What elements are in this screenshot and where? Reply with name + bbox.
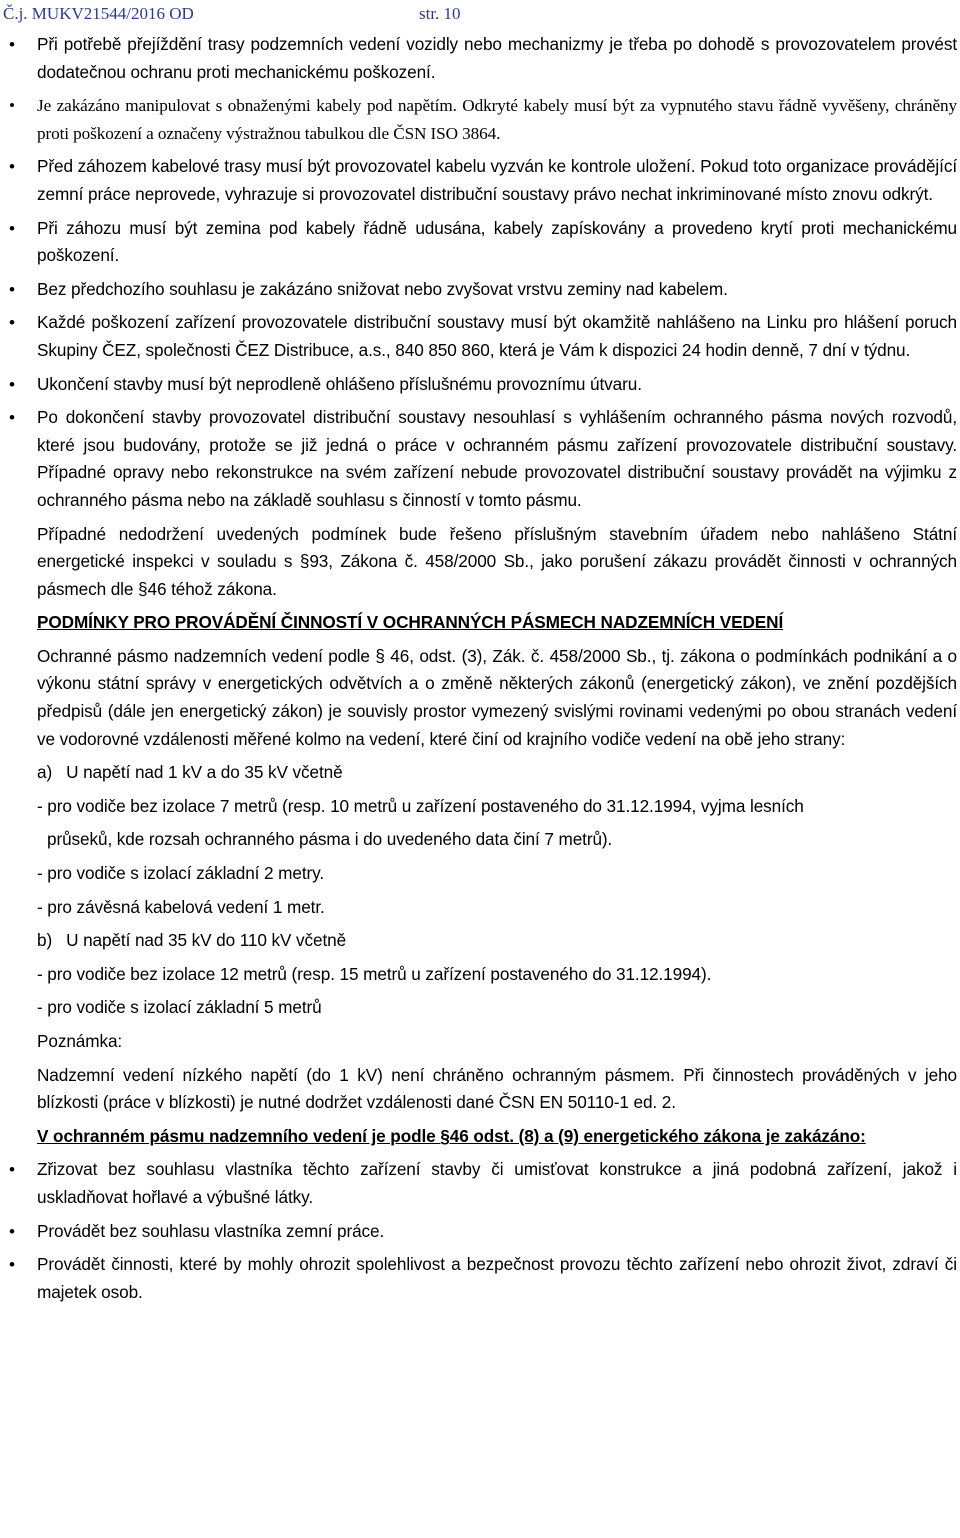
list-item: • Je zakázáno manipulovat s obnaženými kabely pod napětím. Odkryté kabely musí být za vypnutého stavu řádně vyvěšeny, chráněny proti poškození a označeny výstražnou tabulkou dle ČSN ISO 3864. — [37, 92, 957, 147]
item-a-line-2: - pro vodiče s izolací základní 2 metry. — [37, 863, 325, 884]
item-a-line-1-continued: průseků, kde rozsah ochranného pásma i do uvedeného data činí 7 metrů). — [47, 829, 613, 850]
item-b-heading: b) U napětí nad 35 kV do 110 kV včetně — [37, 930, 347, 951]
list-item: • Při potřebě přejíždění trasy podzemních vedení vozidly nebo mechanizmy je třeba po dohodě s provozovatelem provést dodatečnou ochranu proti mechanickému poškození. — [37, 31, 957, 86]
page-number: str. 10 — [419, 4, 461, 23]
reference-number: Č.j. MUKV21544/2016 OD — [3, 4, 194, 23]
bullet-list-conditions — [37, 31, 957, 515]
section-heading-overhead-lines: PODMÍNKY PRO PROVÁDĚNÍ ČINNOSTÍ V OCHRANNÝCH PÁSMECH NADZEMNÍCH VEDENÍ — [37, 612, 784, 633]
list-item: • Provádět činnosti, které by mohly ohrozit spolehlivost a bezpečnost provozu těchto zařízení nebo ohrozit život, zdraví či majetek osob. — [37, 1251, 957, 1306]
list-item: • Každé poškození zařízení provozovatele distribuční soustavy musí být okamžitě nahlášeno na Linku pro hlášení poruch Skupiny ČEZ, společnosti ČEZ Distribuce, a.s., 840 850 860, která je Vám k dispozici 24 hodin denně, 7 dní v týdnu. — [37, 309, 957, 364]
paragraph-protective-zone: Ochranné pásmo nadzemních vedení podle § 46, odst. (3), Zák. č. 458/2000 Sb., tj. zákona o podmínkách podnikání a o výkonu státní správy v energetických odvětvích a o změně některých zákonů (energetický zákon), ve znění pozdějších předpisů (dále jen energetický zákon) je souvisly prostor vymezený svislými rovinami vedenými po obou stranách vedení ve vodorovné vzdálenosti měřené kolmo na vedení, které činí od krajního vodiče vedení na obě jeho strany: — [37, 645, 957, 749]
list-item: • Ukončení stavby musí být neprodleně ohlášeno příslušnému provoznímu útvaru. — [37, 371, 957, 399]
list-item: • Zřizovat bez souhlasu vlastníka těchto zařízení stavby či umisťovat konstrukce a jiná podobná zařízení, jakož i uskladňovat hořlavé a výbušné látky. — [37, 1156, 957, 1211]
paragraph-nedodrzeni: Případné nedodržení uvedených podmínek bude řešeno příslušným stavebním úřadem nebo nahlášeno Státní energetické inspekci v souladu s §93, Zákona č. 458/2000 Sb., jako porušení zákazu provádět činnosti v ochranných pásmech dle §46 téhož zákona. — [37, 523, 957, 599]
list-item: • Před záhozem kabelové trasy musí být provozovatel kabelu vyzván ke kontrole uložení. Pokud toto organizace provádějící zemní práce neprovede, vyhrazuje si provozovatel distribuční soustavy právo nechat inkriminované místo znovu odkrýt. — [37, 153, 957, 208]
bullet-list-prohibited — [37, 1156, 957, 1306]
note-label: Poznámka: — [37, 1031, 123, 1051]
list-item: • Při záhozu musí být zemina pod kabely řádně udusána, kabely zapískovány a provedeno krytí proti mechanickému poškození. — [37, 215, 957, 270]
note-text: Nadzemní vedení nízkého napětí (do 1 kV) není chráněno ochranným pásmem. Při činnostech prováděných v jeho blízkosti (práce v blízkosti) je nutné dodržet vzdálenosti dané ČSN EN 50110-1 ed. 2. — [37, 1064, 957, 1113]
list-item: • Provádět bez souhlasu vlastníka zemní práce. — [37, 1218, 957, 1246]
item-a-line-3: - pro závěsná kabelová vedení 1 metr. — [37, 896, 325, 917]
list-item: • Po dokončení stavby provozovatel distribuční soustavy nesouhlasí s vyhlášením ochranného pásma nových rozvodů, které jsou budovány, protože se již jedná o práce v ochranném pásmu zařízení provozovatele distribuční soustavy. Případné opravy nebo rekonstrukce na svém zařízení nebude provozovatel distribuční soustavy provádět na výjimku z ochranného pásma nebo na základě souhlasu s činností v tomto pásmu. — [37, 404, 957, 514]
item-a-line-1: - pro vodiče bez izolace 7 metrů (resp. 10 metrů u zařízení postaveného do 31.12.1994, vyjma lesních — [37, 795, 804, 816]
item-b-line-2: - pro vodiče s izolací základní 5 metrů — [37, 997, 322, 1018]
section-heading-prohibited: V ochranném pásmu nadzemního vedení je podle §46 odst. (8) a (9) energetického zákona je zakázáno: — [37, 1125, 866, 1146]
item-b-line-1: - pro vodiče bez izolace 12 metrů (resp. 15 metrů u zařízení postaveného do 31.12.1994). — [37, 963, 712, 984]
list-item: • Bez předchozího souhlasu je zakázáno snižovat nebo zvyšovat vrstvu zeminy nad kabelem. — [37, 276, 957, 304]
page-header — [3, 3, 461, 25]
document-body — [37, 31, 957, 1312]
item-a-heading: a) U napětí nad 1 kV a do 35 kV včetně — [37, 762, 343, 783]
